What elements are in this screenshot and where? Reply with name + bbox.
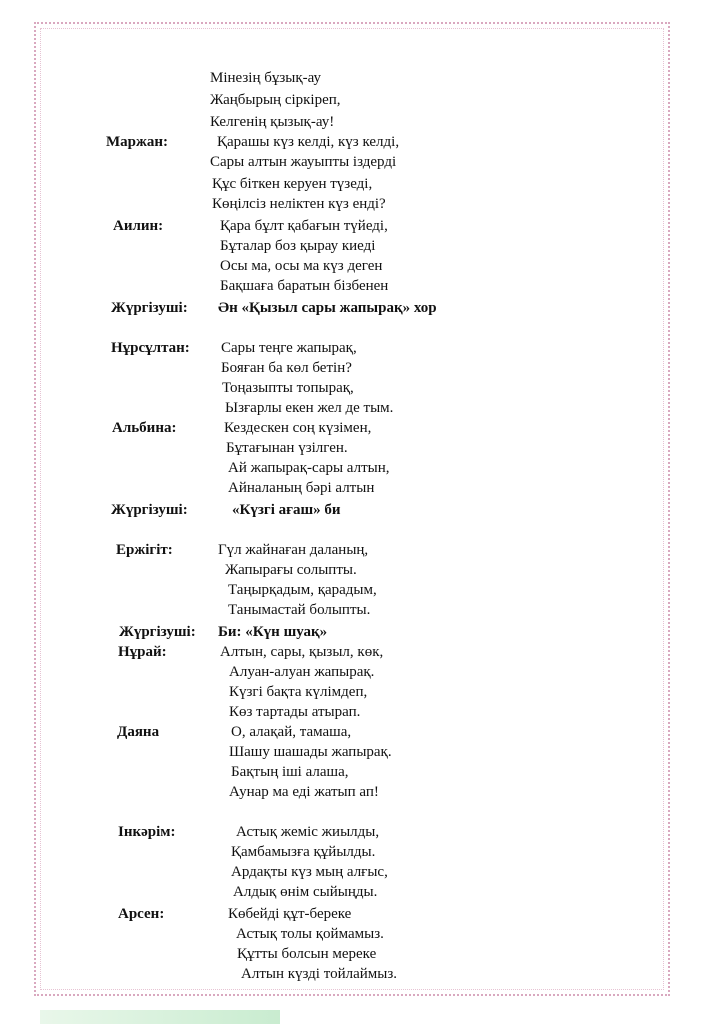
speaker-label: Жүргізуші:: [111, 300, 188, 316]
verse-line: Алуан-алуан жапырақ.: [229, 664, 375, 680]
verse-line: Бұталар боз қырау киеді: [220, 238, 376, 254]
verse-line: Қара бұлт қабағын түйеді,: [220, 218, 388, 234]
verse-line: Танымастай болыпты.: [228, 602, 371, 618]
verse-line: Бақшаға баратын бізбенен: [220, 278, 389, 294]
verse-line: Қарашы күз келді, күз келді,: [217, 134, 400, 150]
stage-direction: Би: «Күн шуақ»: [218, 624, 328, 640]
verse-line: Бұтағынан үзілген.: [226, 440, 348, 456]
verse-line: Осы ма, осы ма күз деген: [220, 258, 383, 274]
verse-line: Ардақты күз мың алғыс,: [231, 864, 388, 880]
verse-line: Шашу шашады жапырақ.: [229, 744, 392, 760]
verse-line: Жапырағы солыпты.: [225, 562, 357, 578]
verse-line: Кездескен соң күзімен,: [224, 420, 372, 436]
verse-line: О, алақай, тамаша,: [231, 724, 352, 740]
speaker-label: Арсен:: [118, 906, 165, 922]
verse-line: Таңырқадым, қарадым,: [228, 582, 377, 598]
verse-line: Гүл жайнаған даланың,: [218, 542, 369, 558]
verse-line: Алтын, сары, қызыл, көк,: [220, 644, 384, 660]
speaker-label: Нұрсұлтан:: [111, 340, 190, 356]
verse-line: Астық жеміс жиылды,: [236, 824, 380, 840]
verse-line: Жаңбырың сіркіреп,: [210, 92, 341, 108]
speaker-label: Альбина:: [112, 420, 177, 436]
verse-line: Құс біткен керуен түзеді,: [212, 176, 373, 192]
verse-line: Құтты болсын мереке: [237, 946, 377, 962]
speaker-label: Даяна: [117, 724, 160, 740]
verse-line: Келгенің қызық-ау!: [210, 114, 335, 130]
speaker-label: Маржан:: [106, 134, 169, 150]
verse-line: Ызғарлы екен жел де тым.: [225, 400, 394, 416]
verse-line: Бақтың іші алаша,: [231, 764, 349, 780]
verse-line: Көңілсіз неліктен күз енді?: [212, 196, 386, 212]
speaker-label: Аилин:: [113, 218, 164, 234]
verse-line: Алтын күзді тойлаймыз.: [241, 966, 398, 982]
speaker-label: Інкәрім:: [118, 824, 176, 840]
stage-direction: Ән «Қызыл сары жапырақ» хор: [218, 300, 437, 316]
speaker-label: Жүргізуші:: [111, 502, 188, 518]
verse-line: Күзгі бақта күлімдеп,: [229, 684, 368, 700]
verse-line: Көбейді құт-береке: [228, 906, 352, 922]
verse-line: Аунар ма еді жатып ап!: [229, 784, 379, 800]
verse-line: Тоңазыпты топырақ,: [222, 380, 354, 396]
verse-line: Айналаның бәрі алтын: [228, 480, 375, 496]
speaker-label: Жүргізуші:: [119, 624, 196, 640]
speaker-label: Ержігіт:: [116, 542, 173, 558]
verse-line: Сары теңге жапырақ,: [221, 340, 357, 356]
stage-direction: «Күзгі ағаш» би: [232, 502, 341, 518]
verse-line: Көз тартады атырап.: [229, 704, 361, 720]
verse-line: Ай жапырақ-сары алтын,: [228, 460, 390, 476]
verse-line: Астық толы қоймамыз.: [236, 926, 384, 942]
verse-line: Бояған ба көл бетін?: [221, 360, 352, 376]
verse-line: Сары алтын жауыпты іздерді: [210, 154, 397, 170]
speaker-label: Нұрай:: [118, 644, 167, 660]
verse-line: Мінезің бұзық-ау: [210, 70, 322, 86]
verse-line: Алдық өнім сыйыңды.: [233, 884, 378, 900]
bottom-decoration: [40, 1010, 280, 1024]
verse-line: Қамбамызға құйылды.: [231, 844, 376, 860]
